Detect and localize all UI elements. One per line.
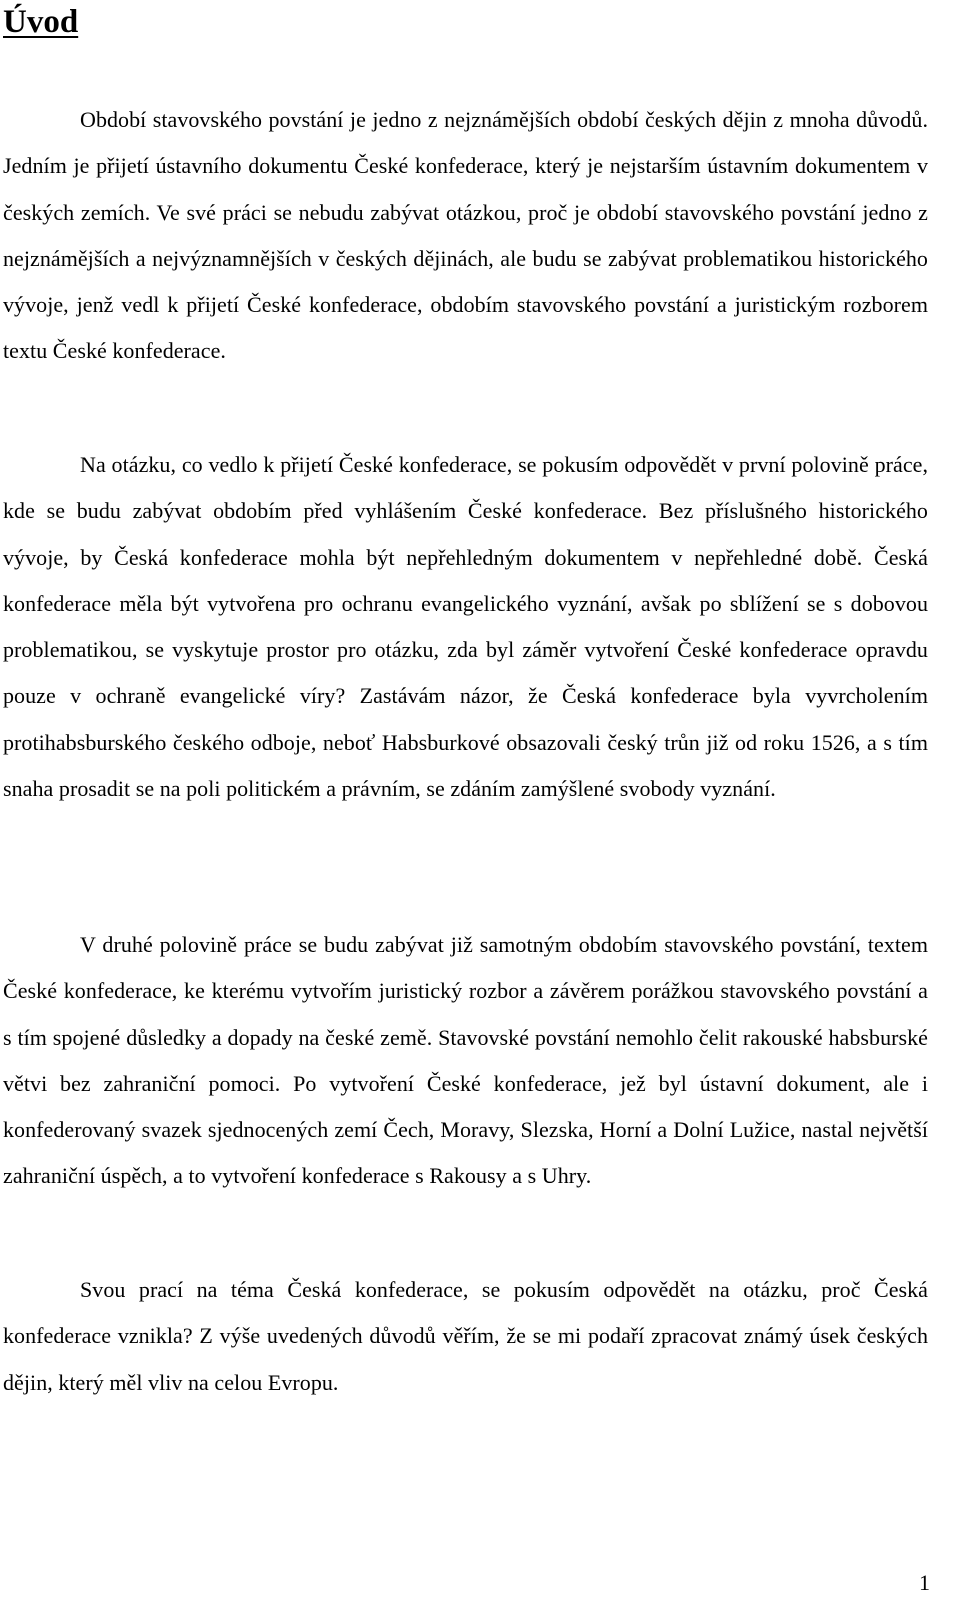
- page-title: Úvod: [3, 4, 79, 40]
- paragraph-4: Svou prací na téma Česká konfederace, se pokusím odpovědět na otázku, proč Česká konfederace vznikla? Z výše uvedených důvodů věřím, že se mi podaří zpracovat známý úsek českých dějin, který měl vliv na celou Evropu.: [3, 1277, 928, 1395]
- paragraph-3: V druhé polovině práce se budu zabývat již samotným obdobím stavovského povstání, textem České konfederace, ke kterému vytvořím juristický rozbor a závěrem porážkou stavovského povstání a s tím spojené důsledky a dopady na české země. Stavovské povstání nemohlo čelit rakouské habsburské větvi bez zahraniční pomoci. Po vytvoření České konfederace, jež byl ústavní dokument, ale i konfederovaný svazek sjednocených zemí Čech, Moravy, Slezska, Horní a Dolní Lužice, nastal největší zahraniční úspěch, a to vytvoření konfederace s Rakousy a s Uhry.: [3, 932, 928, 1189]
- paragraph-1: Období stavovského povstání je jedno z nejznámějších období českých dějin z mnoha důvodů. Jedním je přijetí ústavního dokumentu České konfederace, který je nejstarším ústavním dokumentem v českých zemích. Ve své práci se nebudu zabývat otázkou, proč je období stavovského povstání jedno z nejznámějších a nejvýznamnějších v českých dějinách, ale budu se zabývat problematikou historického vývoje, jenž vedl k přijetí České konfederace, obdobím stavovského povstání a juristickým rozborem textu České konfederace.: [3, 107, 928, 364]
- paragraph-2: Na otázku, co vedlo k přijetí České konfederace, se pokusím odpovědět v první polovině práce, kde se budu zabývat obdobím před vyhlášením České konfederace. Bez příslušného historického vývoje, by Česká konfederace mohla být nepřehledným dokumentem v nepřehledné době. Česká konfederace měla být vytvořena pro ochranu evangelického vyznání, avšak po sblížení se s dobovou problematikou, se vyskytuje prostor pro otázku, zda byl záměr vytvoření České konfederace opravdu pouze v ochraně evangelické víry? Zastávám názor, že Česká konfederace byla vyvrcholením protihabsburského českého odboje, neboť Habsburkové obsazovali český trůn již od roku 1526, a s tím snaha prosadit se na poli politickém a právním, se zdáním zamýšlené svobody vyznání.: [3, 452, 928, 802]
- page-number: 1: [919, 1570, 930, 1595]
